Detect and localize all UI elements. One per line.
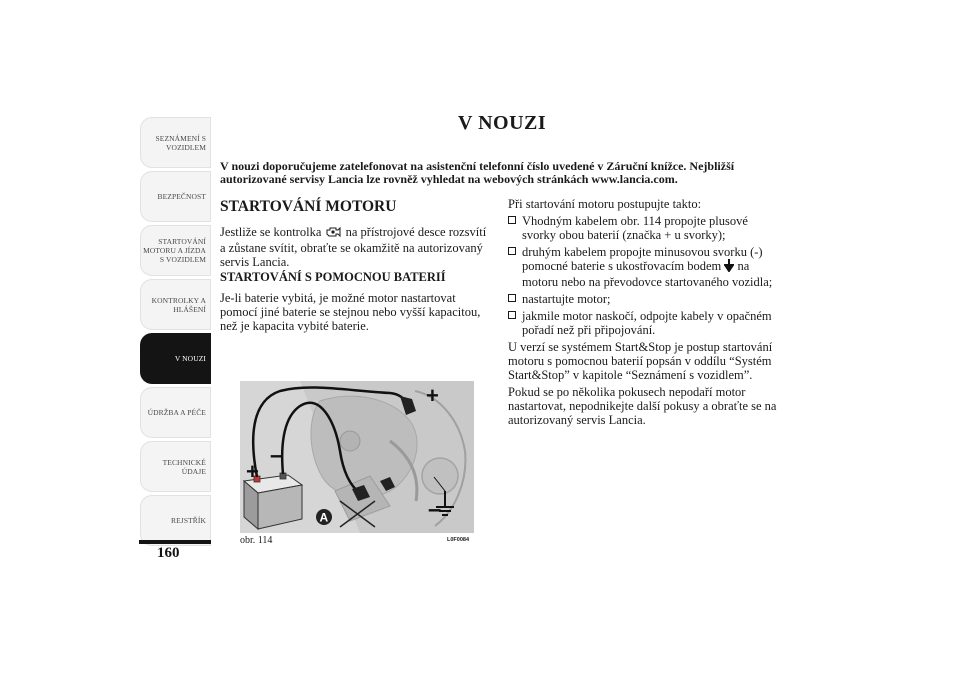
battery-plus-sign: + <box>246 459 259 484</box>
checkbox-bullet-icon <box>508 311 516 319</box>
list-item-text: druhým kabelem propojte minusovou svorku (-) pomocné baterie s ukostřovacím bodem <box>522 245 763 273</box>
sidebar-bottom-rule <box>139 540 211 544</box>
jump-start-drawing <box>240 381 474 533</box>
tab-seznameni-s-vozidlem[interactable]: SEZNÁMENÍ S VOZIDLEM <box>140 117 211 168</box>
checkbox-bullet-icon <box>508 216 516 224</box>
list-item-text-tail: na motoru nebo na převodovce startovaného vozidla; <box>522 259 773 290</box>
right-column <box>508 197 780 430</box>
heading-startovani-motoru: STARTOVÁNÍ MOTORU <box>220 198 397 215</box>
ground-minus-sign: – <box>428 496 442 523</box>
tab-kontrolky-a-hlaseni[interactable]: KONTROLKY A HLÁŠENÍ <box>140 279 211 330</box>
tab-v-nouzi[interactable]: V NOUZI <box>140 333 211 384</box>
tab-udrzba-a-pece[interactable]: ÚDRŽBA A PÉČE <box>140 387 211 438</box>
list-item-text: jakmile motor naskočí, odpojte kabely v opačném pořadí než při připojování. <box>522 309 772 338</box>
page-number: 160 <box>157 545 180 561</box>
figure-code: L0F0084 <box>447 537 470 543</box>
heading-startovani-s-pomocnou-baterii: STARTOVÁNÍ S POMOCNOU BATERIÍ <box>220 270 446 284</box>
paragraph-final-advice: Pokud se po několika pokusech nepodaří motor nastartovat, nepodnikejte další pokusy a obraťte se na autorizovaný servis Lancia. <box>508 385 777 428</box>
jump-start-illustration <box>240 381 474 533</box>
procedure-intro: Při startování motoru postupujte takto: <box>508 197 702 211</box>
page-title: V NOUZI <box>458 112 547 134</box>
paragraph-warning-light <box>220 225 488 269</box>
figure-label-a: A <box>319 510 329 525</box>
figure-caption: obr. 114 <box>240 535 273 546</box>
paragraph-auxiliary-battery: Je-li baterie vybitá, je možné motor nastartovat pomocí jiné baterie se stejnou nebo vyšší kapacitou, než je kapacita vybité baterie. <box>220 291 481 333</box>
tab-technicke-udaje[interactable]: TECHNICKÉ ÚDAJE <box>140 441 211 492</box>
checkbox-bullet-icon <box>508 247 516 255</box>
tab-rejstrik[interactable]: REJSTŘÍK <box>140 495 211 546</box>
list-item <box>508 214 780 242</box>
checkbox-bullet-icon <box>508 294 516 302</box>
paragraph-warning-light-start: Jestliže se kontrolka <box>220 225 322 239</box>
terminal-plus-sign: + <box>426 383 439 408</box>
list-item <box>508 292 780 306</box>
battery-minus-sign: – <box>270 442 284 469</box>
tab-startovani-motoru[interactable]: STARTOVÁNÍ MOTORU A JÍZDA S VOZIDLEM <box>140 225 211 276</box>
tab-bezpecnost[interactable]: BEZPEČNOST <box>140 171 211 222</box>
intro-paragraph: V nouzi doporučujeme zatelefonovat na asistenční telefonní číslo uvedené v Záruční knížce. Nejbližší autorizované servisy Lancia lze rovněž vyhledat na webových stránkách www.lancia.com. <box>220 159 735 186</box>
paragraph-warning-light-end: na přístrojové desce rozsvítí a zůstane svítit, obraťte se okamžitě na autorizovaný servis Lancia. <box>220 225 487 269</box>
engine-warning-icon <box>325 226 343 241</box>
list-item <box>508 309 780 337</box>
list-item-text: nastartujte motor; <box>522 292 611 307</box>
list-item-text: Vhodným kabelem obr. 114 propojte plusové svorky obou baterií (značka + u svorky); <box>522 214 748 242</box>
ground-arrow-icon <box>724 259 734 275</box>
paragraph-start-stop: U verzí se systémem Start&Stop je postup startování motoru s pomocnou baterií popsán v oddílu “Systém Start&Stop” v kapitole “Seznámení s vozidlem”. <box>508 340 773 383</box>
list-item <box>508 245 780 289</box>
